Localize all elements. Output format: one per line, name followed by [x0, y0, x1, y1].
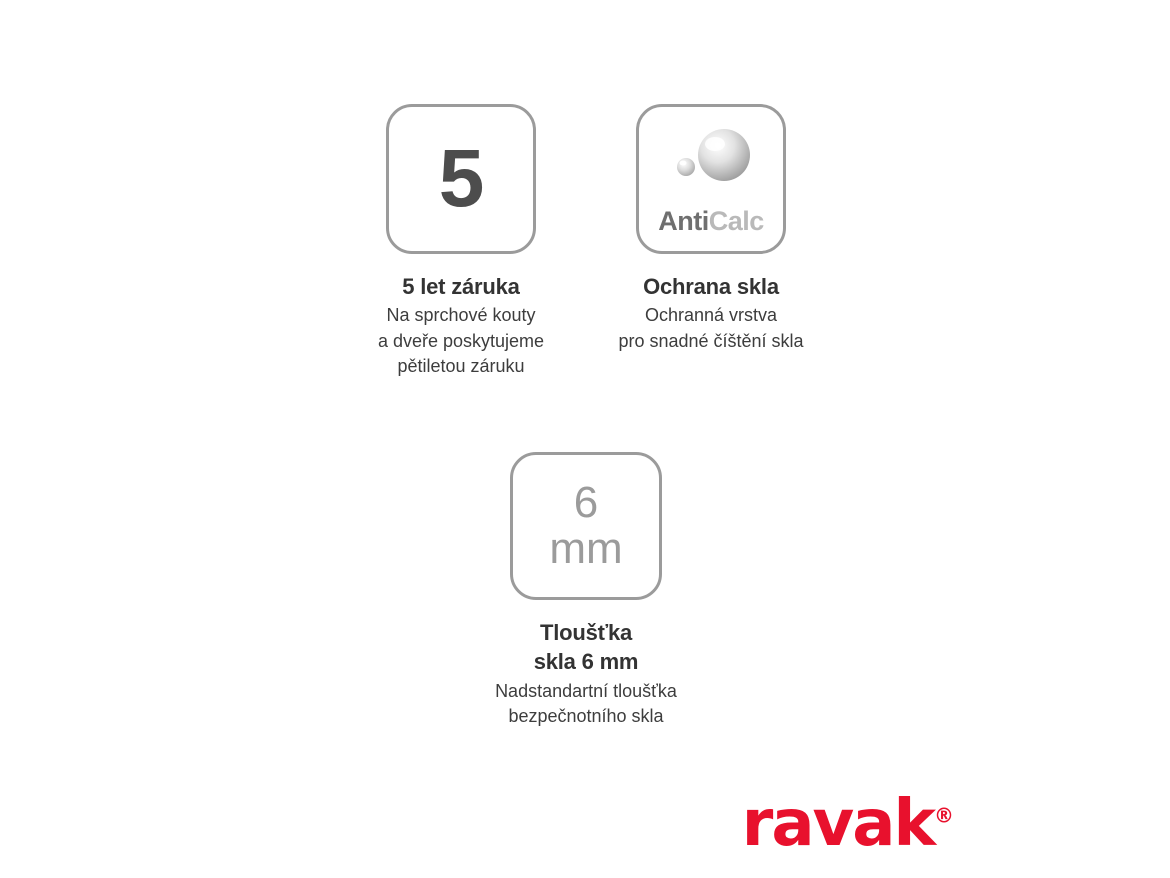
feature-warranty-desc-line-3: pětiletou záruku: [397, 356, 525, 377]
water-drop-icon: [639, 123, 783, 195]
feature-warranty-description: [330, 303, 592, 380]
badge-anticalc-label: [658, 208, 764, 235]
badge-warranty-number: 5: [438, 133, 484, 224]
feature-thickness-desc-line-1: Nadstandartní tloušťka: [495, 680, 677, 701]
feature-warranty-title: 5 let záruka: [402, 274, 520, 299]
feature-warranty-desc-line-2: a dveře poskytujeme: [377, 330, 545, 351]
feature-thickness-description: [455, 679, 717, 730]
feature-glass-protection: [580, 104, 842, 354]
badge-anticalc: [636, 104, 786, 254]
badge-thickness-number: 6: [573, 477, 599, 527]
feature-warranty: [330, 104, 592, 380]
feature-warranty-desc-line-1: Na sprchové kouty: [386, 305, 536, 326]
ravak-logo-trademark: ®: [934, 803, 954, 828]
badge-warranty: [386, 104, 536, 254]
feature-thickness-title-line-1: Tloušťka: [539, 620, 633, 645]
ravak-logo: [741, 787, 954, 861]
feature-glass-thickness: [455, 452, 717, 730]
feature-glass-desc-line-1: Ochranná vrstva: [644, 305, 778, 326]
feature-thickness-desc-line-2: bezpečnotního skla: [508, 706, 664, 727]
feature-thickness-title: [455, 618, 717, 677]
ravak-logo-text: ravak: [741, 787, 934, 861]
feature-glass-desc-line-2: pro snadné číštění skla: [618, 330, 804, 351]
badge-anticalc-anti: Anti: [658, 206, 709, 236]
feature-thickness-title-line-2: skla 6 mm: [533, 649, 639, 675]
badge-thickness: [510, 452, 662, 600]
feature-glass-description: [580, 303, 842, 354]
feature-glass-title: Ochrana skla: [643, 274, 779, 299]
badge-anticalc-calc: Calc: [708, 206, 764, 236]
badge-thickness-unit: mm: [549, 524, 623, 573]
